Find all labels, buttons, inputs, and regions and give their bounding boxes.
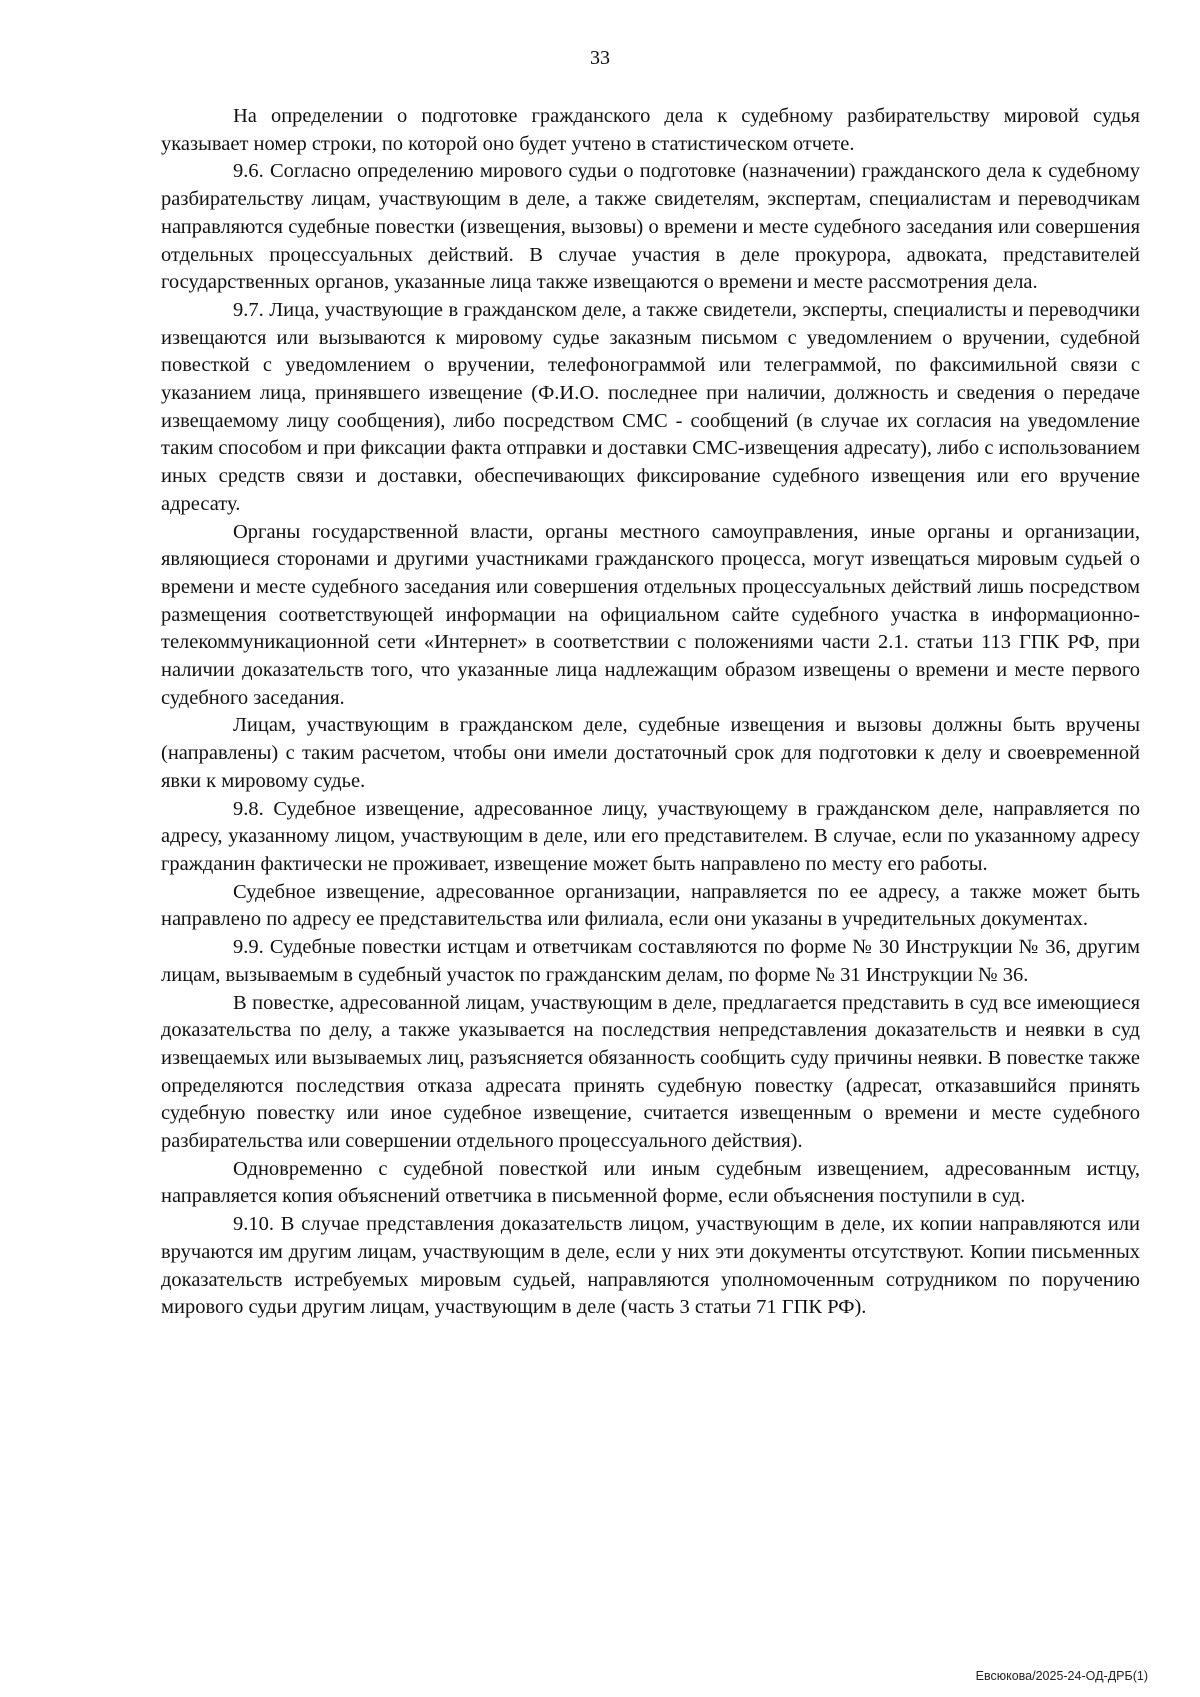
paragraph-summons-content: В повестке, адресованной лицам, участвующим в деле, предлагается представить в суд все имеющиеся доказательства по делу, а также указывается на последствия непредставления доказательств и неявки в суд извещаемых или вызываемых лиц, разъясняется обязанность сообщить суду причины неявки. В повестке также определяются последствия отказа адресата принять судебную повестку (адресат, отказавшийся принять судебную повестку или иное судебное извещение, считается извещенным о времени и месте судебного разбирательства или совершении отдельного процессуального действия). <box>161 991 1140 1153</box>
paragraph-9-10: 9.10. В случае представления доказательств лицом, участвующим в деле, их копии направляются или вручаются им другим лицам, участвующим в деле, если у них эти документы отсутствуют. Копии письменных доказательств истребуемых мировым судьей, направляются уполномоченным сотрудником по поручению мирового судьи другим лицам, участвующим в деле (часть 3 статьи 71 ГПК РФ). <box>161 1213 1140 1319</box>
paragraph-intro: На определении о подготовке гражданского дела к судебному разбирательству мировой судья указывает номер строки, по которой оно будет учтено в статистическом отчете. <box>161 105 1140 155</box>
paragraph-9-9: 9.9. Судебные повестки истцам и ответчикам составляются по форме № 30 Инструкции № 36, другим лицам, вызываемым в судебный участок по гражданским делам, по форме № 31 Инструкции № 36. <box>161 936 1140 986</box>
document-body <box>161 103 1140 1322</box>
paragraph-9-7: 9.7. Лица, участвующие в гражданском деле, а также свидетели, эксперты, специалисты и переводчики извещаются или вызываются к мировому судье заказным письмом с уведомлением о вручении, судебной повесткой с уведомлением о вручении, телефонограммой или телеграммой, по факсимильной связи с указанием лица, принявшего извещение (Ф.И.О. последнее при наличии, должность и сведения о передаче извещаемому лицу сообщения), либо посредством СМС - сообщений (в случае их согласия на уведомление таким способом и при фиксации факта отправки и доставки СМС-извещения адресату), либо с использованием иных средств связи и доставки, обеспечивающих фиксирование судебного извещения или его вручение адресату. <box>161 298 1140 515</box>
paragraph-defendant-explanations: Одновременно с судебной повесткой или иным судебным извещением, адресованным истцу, направляется копия объяснений ответчика в письменной форме, если объяснения поступили в суд. <box>161 1157 1140 1208</box>
page-number: 33 <box>590 47 610 69</box>
paragraph-9-6: 9.6. Согласно определению мирового судьи о подготовке (назначении) гражданского дела к судебному разбирательству лицам, участвующим в деле, а также свидетелям, экспертам, специалистам и переводчикам направляются судебные повестки (извещения, вызовы) о времени и месте судебного заседания или совершения отдельных процессуальных действий. В случае участия в деле прокурора, адвоката, представителей государственных органов, указанные лица также извещаются о времени и месте рассмотрения дела. <box>161 160 1140 294</box>
paragraph-delivery-timing: Лицам, участвующим в гражданском деле, судебные извещения и вызовы должны быть вручены (направлены) с таким расчетом, чтобы они имели достаточный срок для подготовки к делу и своевременной явки к мировому судье. <box>161 714 1140 792</box>
paragraph-state-bodies: Органы государственной власти, органы местного самоуправления, иные органы и организации, являющиеся сторонами и другими участниками гражданского процесса, могут извещаться мировым судьей о времени и месте судебного заседания или совершения отдельных процессуальных действий лишь посредством размещения соответствующей информации на официальном сайте судебного участка в информационно-телекоммуникационной сети «Интернет» в соответствии с положениями части 2.1. статьи 113 ГПК РФ, при наличии доказательств того, что указанные лица надлежащим образом извещены о времени и месте первого судебного заседания. <box>161 520 1140 709</box>
footer-document-id: Евсюкова/2025-24-ОД-ДРБ(1) <box>975 1669 1148 1683</box>
paragraph-organization-notice: Судебное извещение, адресованное организации, направляется по ее адресу, а также может быть направлено по адресу ее представительства или филиала, если они указаны в учредительных документах. <box>161 880 1140 931</box>
paragraph-9-8: 9.8. Судебное извещение, адресованное лицу, участвующему в гражданском деле, направляется по адресу, указанному лицом, участвующим в деле, или его представителем. В случае, если по указанному адресу гражданин фактически не проживает, извещение может быть направлено по месту его работы. <box>161 797 1140 875</box>
